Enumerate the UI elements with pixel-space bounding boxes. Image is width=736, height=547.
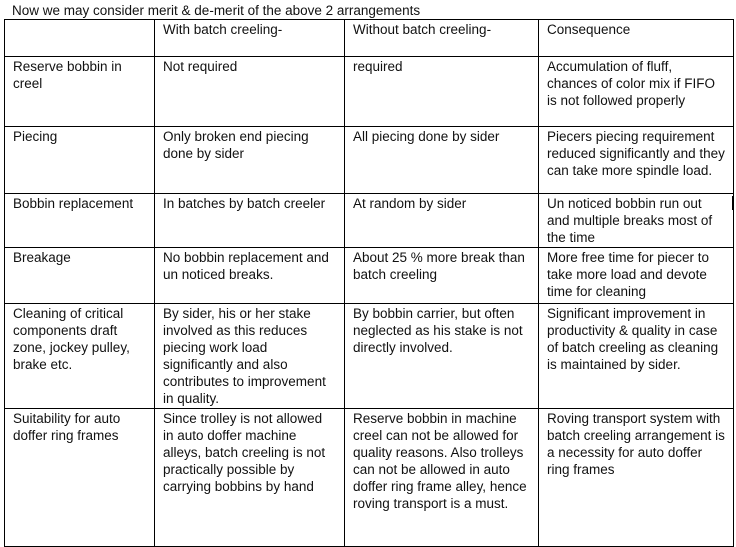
text-cursor-mark (732, 196, 734, 210)
row-label-cell: Piecing (5, 127, 155, 194)
with-batch-cell: Since trolley is not allowed in auto doffer machine alleys, batch creeling is not practically possible by carrying bobbins by hand (155, 409, 345, 547)
table-row (5, 304, 734, 409)
row-label-cell: Reserve bobbin in creel (5, 57, 155, 127)
without-batch-cell: About 25 % more break than batch creeling (345, 248, 539, 304)
header-cell-consequence: Consequence (539, 20, 734, 57)
table-row (5, 248, 734, 304)
row-label-cell: Cleaning of critical components draft zone, jockey pulley, brake etc. (5, 304, 155, 409)
consequence-cell: More free time for piecer to take more load and devote time for cleaning (539, 248, 734, 304)
consequence-cell: Accumulation of fluff, chances of color mix if FIFO is not followed properly (539, 57, 734, 127)
consequence-cell: Piecers piecing requirement reduced significantly and they can take more spindle load. (539, 127, 734, 194)
row-label-cell: Breakage (5, 248, 155, 304)
table-row (5, 127, 734, 194)
header-cell-without-batch: Without batch creeling- (345, 20, 539, 57)
row-label-cell: Bobbin replacement (5, 194, 155, 248)
without-batch-cell: By bobbin carrier, but often neglected as his stake is not directly involved. (345, 304, 539, 409)
with-batch-cell: In batches by batch creeler (155, 194, 345, 248)
with-batch-cell: Not required (155, 57, 345, 127)
table-row (5, 409, 734, 547)
consequence-cell: Un noticed bobbin run out and multiple breaks most of the time (539, 194, 734, 248)
header-cell-with-batch: With batch creeling- (155, 20, 345, 57)
consequence-cell: Roving transport system with batch creeling arrangement is a necessity for auto doffer ring frames (539, 409, 734, 547)
table-row (5, 194, 734, 248)
without-batch-cell: required (345, 57, 539, 127)
without-batch-cell: At random by sider (345, 194, 539, 248)
consequence-cell: Significant improvement in productivity & quality in case of batch creeling as cleaning is maintained by sider. (539, 304, 734, 409)
document-caption: Now we may consider merit & de-merit of the above 2 arrangements (12, 3, 421, 18)
without-batch-cell: All piecing done by sider (345, 127, 539, 194)
comparison-table (4, 19, 734, 547)
with-batch-cell: No bobbin replacement and un noticed breaks. (155, 248, 345, 304)
row-label-cell: Suitability for auto doffer ring frames (5, 409, 155, 547)
table-row (5, 57, 734, 127)
header-cell-empty (5, 20, 155, 57)
with-batch-cell: By sider, his or her stake involved as this reduces piecing work load significantly and also contributes to improvement in quality. (155, 304, 345, 409)
table-header-row (5, 20, 734, 57)
without-batch-cell: Reserve bobbin in machine creel can not be allowed for quality reasons. Also trolleys can not be allowed in auto doffer ring frame alley, hence roving transport is a must. (345, 409, 539, 547)
with-batch-cell: Only broken end piecing done by sider (155, 127, 345, 194)
